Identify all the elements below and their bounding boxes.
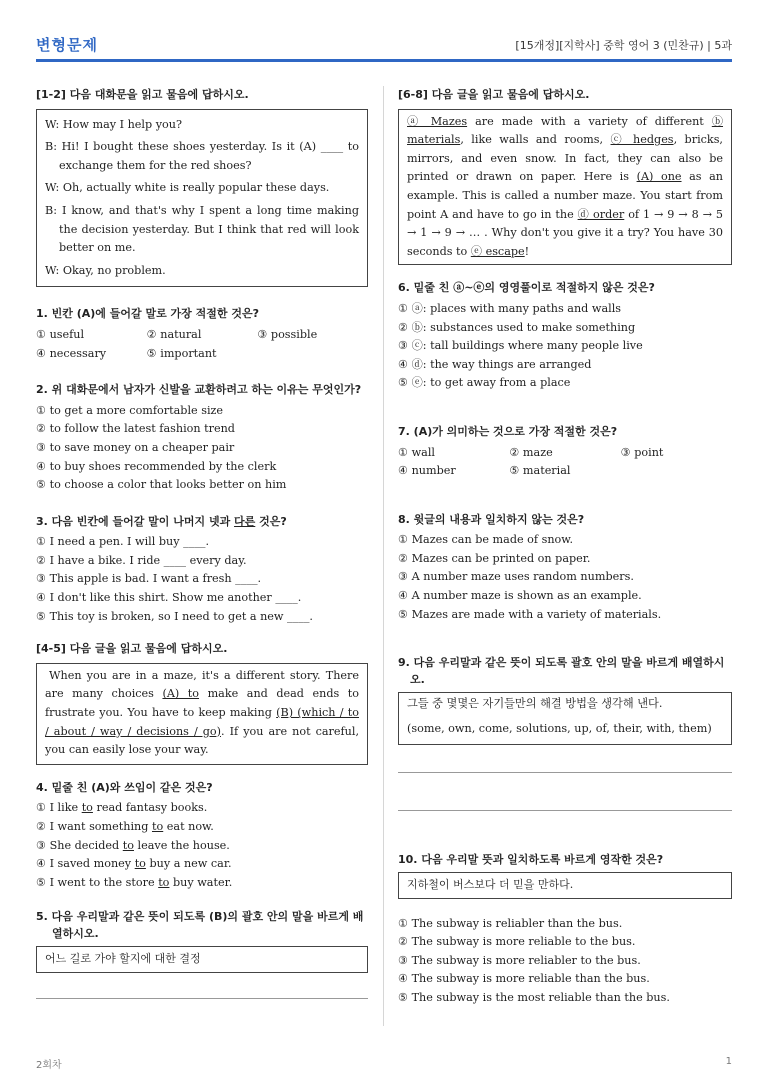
answer-line[interactable] [36, 997, 368, 999]
dialogue-box [36, 109, 368, 288]
option[interactable]: ④ A number maze is shown as an example. [398, 589, 642, 603]
question-5-stem: 5. 다음 우리말과 같은 뜻이 되도록 (B)의 괄호 안의 말을 바르게 배열하시오. [36, 910, 364, 941]
option[interactable]: ① useful [36, 327, 85, 341]
dialogue-line: B: Hi! I bought these shoes yesterday. Is it (A) ____ to exchange them for the red shoes? [45, 140, 359, 172]
option[interactable]: ③ This apple is bad. I want a fresh ____. [36, 572, 262, 586]
option[interactable]: ④ The subway is more reliable than the bus. [398, 972, 650, 986]
option[interactable]: ③ A number maze uses random numbers. [398, 570, 634, 584]
page-number: 1 [725, 1056, 732, 1067]
option[interactable]: ④ ⓓ: the way things are arranged [398, 357, 592, 371]
question-1-options [36, 326, 368, 363]
question-3-options [36, 533, 368, 626]
option[interactable]: ④ I don't like this shirt. Show me another ____. [36, 591, 302, 605]
option[interactable]: ③ to save money on a cheaper pair [36, 440, 235, 454]
option[interactable]: ⑤ I went to the store to buy water. [36, 875, 233, 889]
passage-4-5: When you are in a maze, it's a different story. There are many choices (A) to make and dead ends to frustrate you. You have to keep making (B) (which / to / about / way / decisions / go). If you are not careful, you can easily lose your way. [36, 663, 368, 765]
option[interactable]: ③ The subway is more reliabler to the bus. [398, 953, 641, 967]
dialogue-line: W: Okay, no problem. [45, 263, 166, 277]
option[interactable]: ③ She decided to leave the house. [36, 838, 230, 852]
question-8-options [398, 531, 732, 624]
option[interactable]: ⑤ important [146, 346, 217, 360]
question-1-stem: 1. 빈칸 (A)에 들어갈 말로 가장 적절한 것은? [36, 307, 259, 321]
question-4-stem: 4. 밑줄 친 (A)와 쓰임이 같은 것은? [36, 780, 213, 794]
option[interactable]: ④ number [398, 464, 456, 478]
option[interactable]: ④ necessary [36, 346, 107, 360]
option[interactable]: ① Mazes can be made of snow. [398, 533, 574, 547]
footer-round: 2회차 [36, 1060, 62, 1071]
column-divider [383, 86, 384, 1026]
option[interactable]: ⑤ The subway is the most reliable than the bus. [398, 991, 670, 1004]
option[interactable]: ② ⓑ: substances used to make something [398, 320, 636, 334]
option[interactable]: ① ⓐ: places with many paths and walls [398, 301, 622, 315]
underline-A: (A) to [162, 687, 200, 701]
question-9-korean: 그들 중 몇몇은 자기들만의 해결 방법을 생각해 낸다. [407, 697, 663, 711]
option[interactable]: ⑤ This toy is broken, so I need to get a new ____. [36, 609, 313, 623]
section-6-8-heading: [6-8] 다음 글을 읽고 물음에 답하시오. [398, 88, 590, 101]
page-header [36, 30, 732, 62]
dialogue-line: W: Oh, actually white is really popular these days. [45, 181, 330, 195]
question-2-options [36, 402, 368, 495]
right-column [398, 86, 732, 1008]
option[interactable]: ② to follow the latest fashion trend [36, 422, 235, 436]
option[interactable]: ⑤ ⓔ: to get away from a place [398, 376, 571, 390]
left-column [36, 86, 368, 999]
option[interactable]: ① The subway is reliabler than the bus. [398, 916, 623, 930]
question-7-options [398, 444, 732, 481]
option[interactable]: ① I like to read fantasy books. [36, 801, 208, 815]
option[interactable]: ④ to buy shoes recommended by the clerk [36, 459, 277, 473]
question-4-options [36, 799, 368, 892]
option[interactable]: ⑤ to choose a color that looks better on him [36, 478, 287, 492]
option[interactable]: ② maze [509, 445, 553, 459]
option[interactable]: ② The subway is more reliable to the bus. [398, 935, 636, 949]
question-9-stem: 9. 다음 우리말과 같은 뜻이 되도록 괄호 안의 말을 바르게 배열하시오. [398, 656, 725, 687]
option[interactable]: ① wall [398, 445, 435, 459]
question-7-stem: 7. (A)가 의미하는 것으로 가장 적절한 것은? [398, 424, 618, 438]
header-info: [15개정][지학사] 중학 영어 3 (민찬규) | 5과 [515, 39, 732, 52]
header-rule [36, 59, 732, 62]
question-10-stem: 10. 다음 우리말 뜻과 일치하도록 바르게 영작한 것은? [398, 853, 664, 867]
option[interactable]: ① to get a more comfortable size [36, 403, 224, 417]
option[interactable]: ③ ⓒ: tall buildings where many people live [398, 339, 643, 353]
dialogue-line: W: How may I help you? [45, 117, 182, 131]
question-8-stem: 8. 윗글의 내용과 일치하지 않는 것은? [398, 512, 585, 526]
option[interactable]: ② Mazes can be printed on paper. [398, 551, 591, 565]
question-6-stem: 6. 밑줄 친 ⓐ~ⓔ의 영영풀이로 적절하지 않은 것은? [398, 281, 655, 295]
question-10-options [398, 915, 732, 1008]
emphasis-different: 다른 [234, 514, 256, 528]
question-10-korean-box: 지하철이 버스보다 더 믿을 만하다. [398, 872, 732, 899]
option[interactable]: ③ point [620, 445, 664, 459]
option[interactable]: ② natural [146, 327, 202, 341]
option[interactable]: ⑤ material [509, 464, 571, 478]
passage-6-8: ⓐ Mazes are made with a variety of different ⓑ materials, like walls and rooms, ⓒ hedges, bricks, mirrors, and even snow. In fact, they can also be printed or drawn on paper. Here is (A) one as an example. This is called a number maze. You start from point A and have to go in the ⓓ order of 1 → 9 → 8 → 5 → 1 → 9 → … . Why don't you give it a try? You have 30 seconds to ⓔ escape! [398, 109, 732, 266]
question-6-options [398, 300, 732, 393]
header-title: 변형문제 [36, 36, 98, 54]
option[interactable]: ① I need a pen. I will buy ____. [36, 535, 210, 549]
option[interactable]: ⑤ Mazes are made with a variety of materials. [398, 607, 662, 621]
question-5-korean-box: 어느 길로 가야 할지에 대한 결정 [36, 946, 368, 973]
option[interactable]: ③ possible [257, 327, 318, 341]
section-1-2-heading: [1-2] 다음 대화문을 읽고 물음에 답하시오. [36, 88, 249, 101]
option[interactable]: ② I want something to eat now. [36, 820, 214, 833]
dialogue-line: B: I know, and that's why I spent a long time making the decision yesterday. But I think that red will look better on me. [45, 203, 359, 255]
question-2-stem: 2. 위 대화문에서 남자가 신발을 교환하려고 하는 이유는 무엇인가? [36, 383, 362, 397]
question-9-box [398, 692, 732, 745]
underline-B: (B) (which / to / about / way / decisions / go) [45, 706, 359, 738]
option[interactable]: ④ I saved money to buy a new car. [36, 857, 232, 871]
option[interactable]: ② I have a bike. I ride ____ every day. [36, 553, 247, 567]
question-9-words: (some, own, come, solutions, up, of, their, with, them) [407, 721, 712, 735]
question-3-stem: 3. 다음 빈칸에 들어갈 말이 나머지 넷과 다른 것은? [36, 514, 287, 528]
section-4-5-heading: [4-5] 다음 글을 읽고 물음에 답하시오. [36, 642, 228, 656]
